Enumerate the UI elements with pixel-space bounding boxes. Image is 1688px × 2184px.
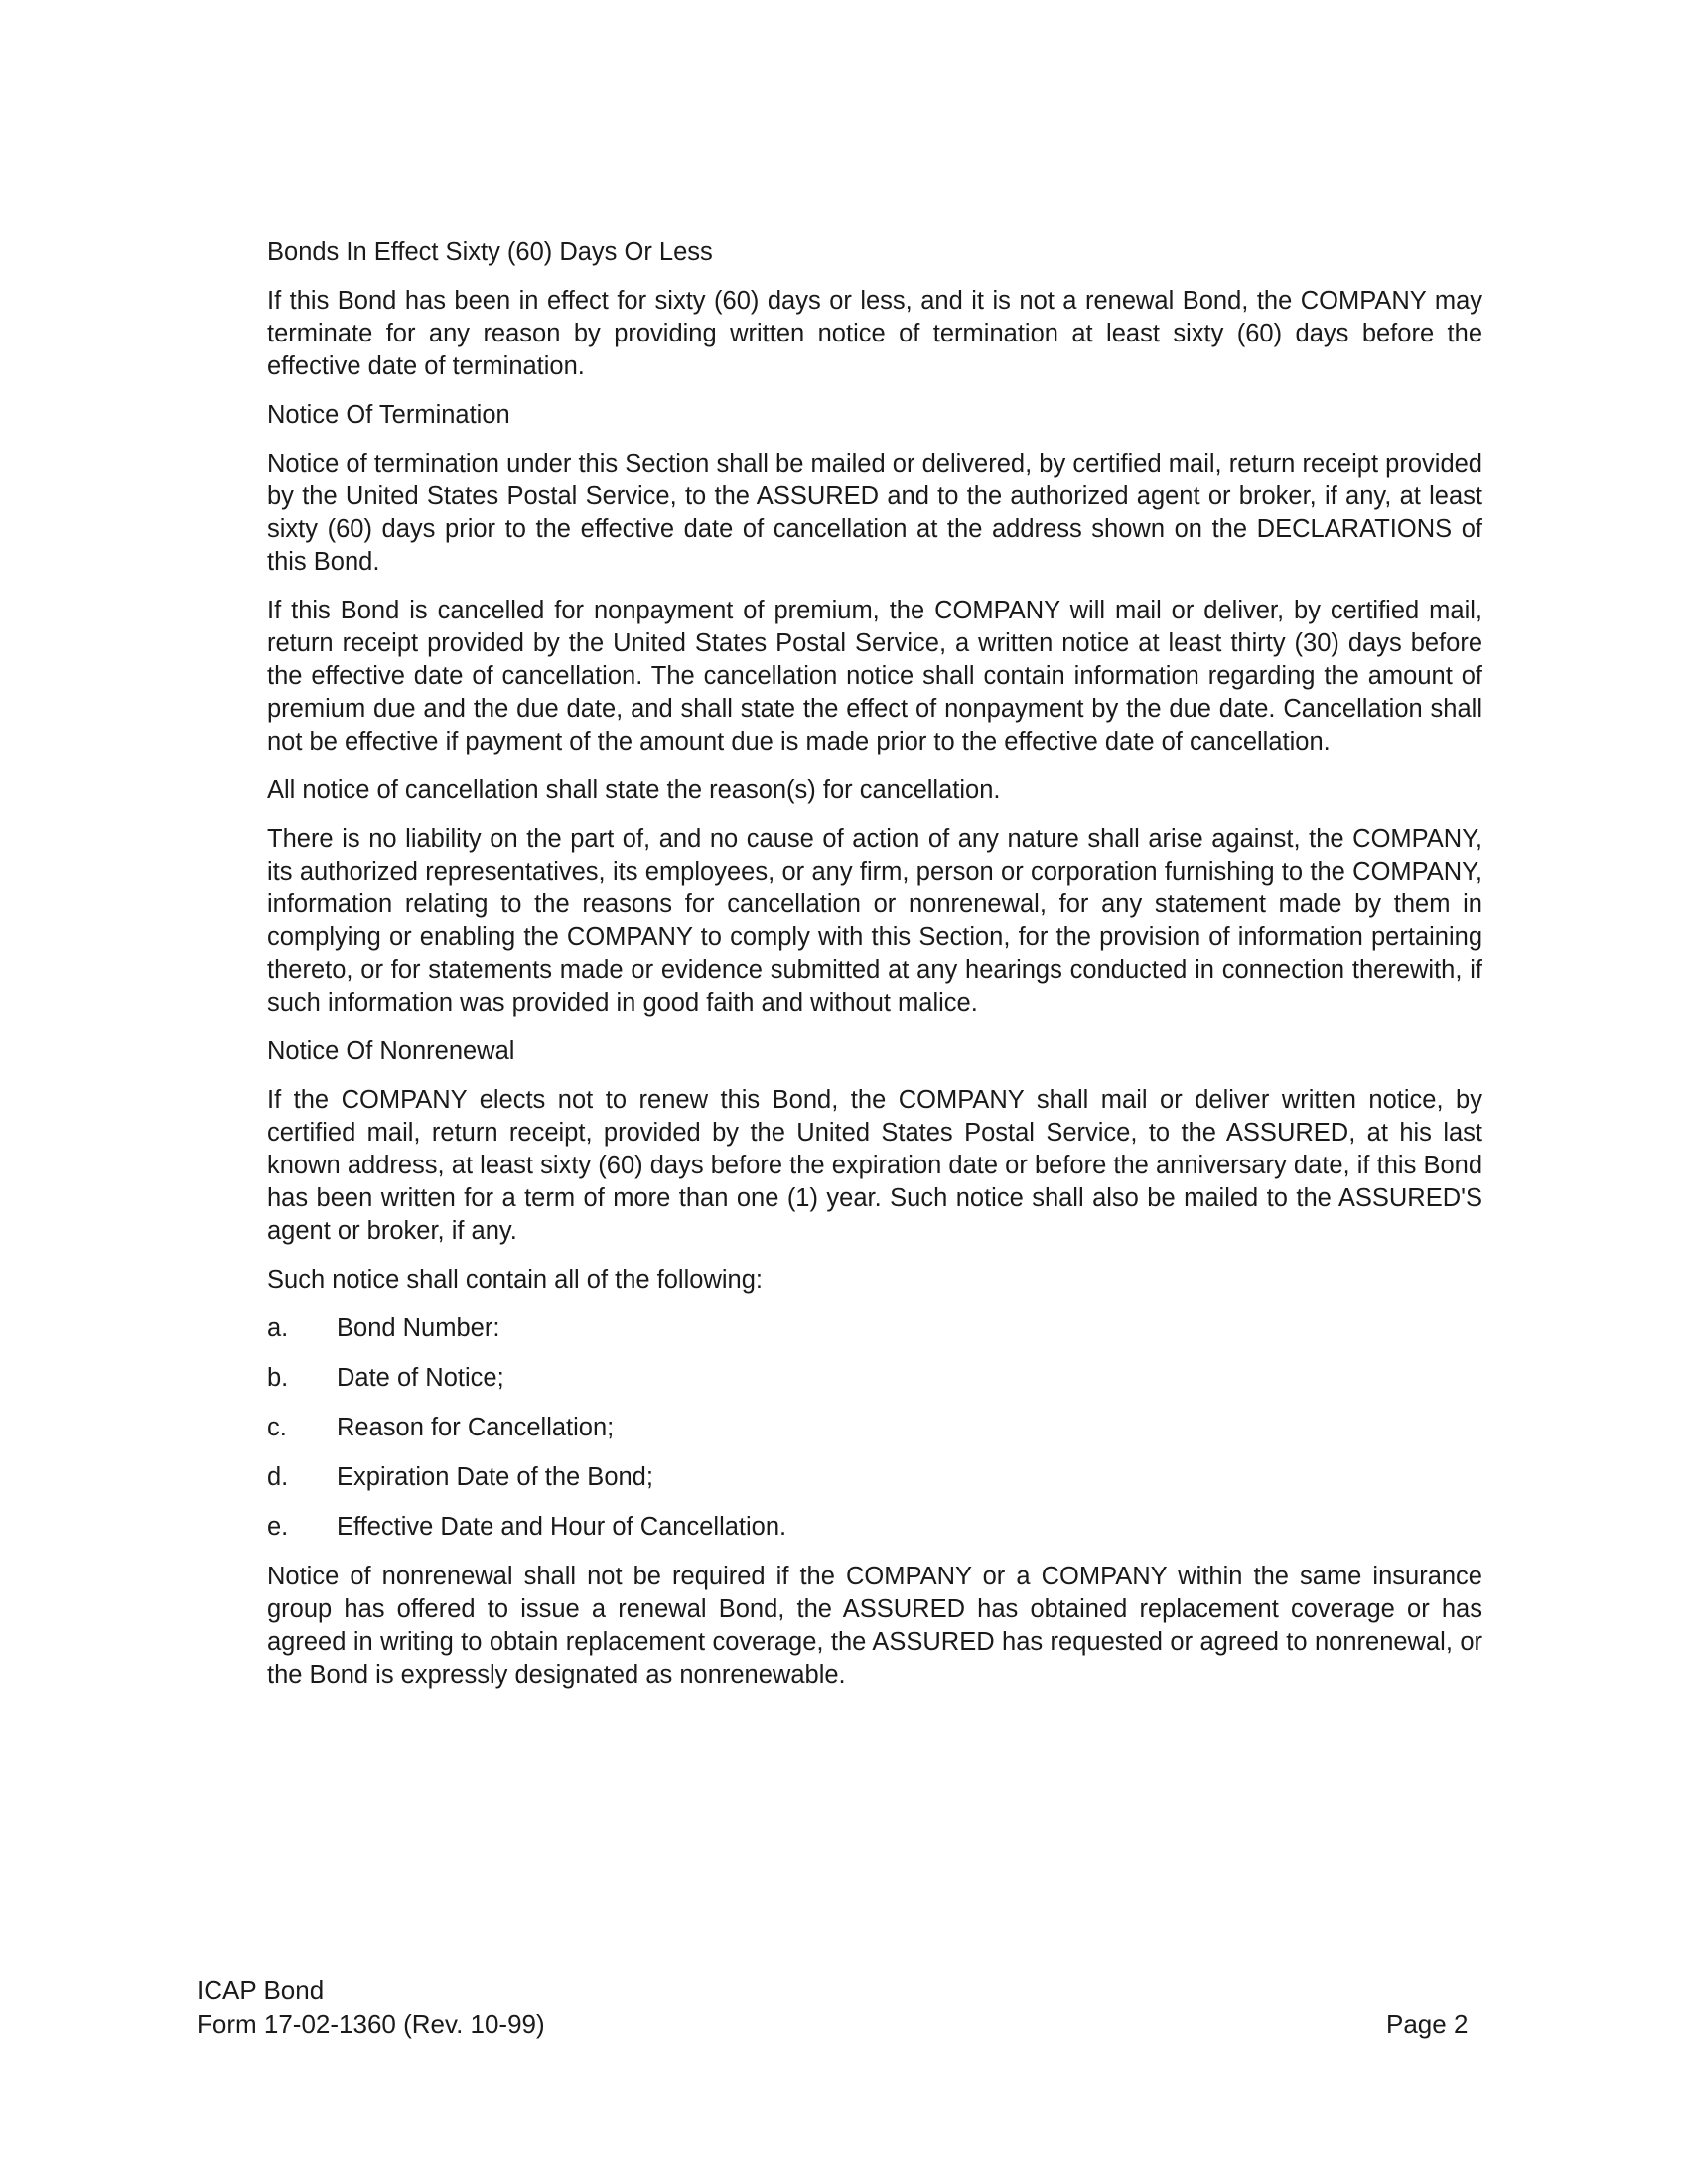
list-text: Effective Date and Hour of Cancellation.	[337, 1513, 787, 1541]
list-item	[267, 1412, 1482, 1444]
list-text: Expiration Date of the Bond;	[337, 1463, 653, 1491]
list-text: Date of Notice;	[337, 1364, 504, 1392]
paragraph: Such notice shall contain all of the following:	[267, 1266, 763, 1294]
paragraph: If the COMPANY elects not to renew this Bond, the COMPANY shall mail or deliver written notice, by certified mail, return receipt, provided by the United States Postal Service, to the ASSURED, at his last known address, at least sixty (60) days before the expiration date or before the anniversary date, if this Bond has been written for a term of more than one (1) year. Such notice shall also be mailed to the ASSURED'S agent or broker, if any.	[267, 1086, 1482, 1245]
list-letter: d.	[267, 1463, 289, 1491]
list-text: Bond Number:	[337, 1314, 500, 1342]
footer-form-info	[197, 1974, 545, 2041]
paragraph: If this Bond has been in effect for sixty (60) days or less, and it is not a renewal Bond, the COMPANY may terminate for any reason by providing written notice of termination at least sixty (60) days before the effective date of termination.	[267, 287, 1482, 380]
list-text: Reason for Cancellation;	[337, 1414, 615, 1441]
list-letter: c.	[267, 1414, 287, 1441]
list-item	[267, 1511, 1482, 1544]
document-body	[267, 236, 1482, 1707]
footer-form-name: ICAP Bond	[197, 1976, 325, 2005]
paragraph: Notice of nonrenewal shall not be required if the COMPANY or a COMPANY within the same insurance group has offered to issue a renewal Bond, the ASSURED has obtained replacement coverage or has agreed in writing to obtain replacement coverage, the ASSURED has requested or agreed to nonrenewal, or the Bond is expressly designated as nonrenewable.	[267, 1563, 1482, 1689]
notice-contents-list	[267, 1312, 1482, 1544]
list-item	[267, 1461, 1482, 1494]
paragraph: There is no liability on the part of, and no cause of action of any nature shall arise against, the COMPANY, its authorized representatives, its employees, or any firm, person or corporation furnishing to the COMPANY, information relating to the reasons for cancellation or nonrenewal, for any statement made by them in complying or enabling the COMPANY to comply with this Section, for the provision of information pertaining thereto, or for statements made or evidence submitted at any hearings conducted in connection therewith, if such information was provided in good faith and without malice.	[267, 825, 1482, 1017]
paragraph: All notice of cancellation shall state the reason(s) for cancellation.	[267, 776, 1001, 804]
list-item	[267, 1312, 1482, 1345]
paragraph: If this Bond is cancelled for nonpayment of premium, the COMPANY will mail or deliver, by certified mail, return receipt provided by the United States Postal Service, a written notice at least thirty (30) days before the effective date of cancellation. The cancellation notice shall contain information regarding the amount of premium due and the due date, and shall state the effect of nonpayment by the due date. Cancellation shall not be effective if payment of the amount due is made prior to the effective date of cancellation.	[267, 597, 1482, 755]
section-heading-notice-of-nonrenewal: Notice Of Nonrenewal	[267, 1037, 515, 1065]
footer-form-number: Form 17-02-1360 (Rev. 10-99)	[197, 2009, 545, 2039]
section-heading-notice-of-termination: Notice Of Termination	[267, 401, 510, 429]
paragraph: Notice of termination under this Section shall be mailed or delivered, by certified mail, return receipt provided by the United States Postal Service, to the ASSURED and to the authorized agent or broker, if any, at least sixty (60) days prior to the effective date of cancellation at the address shown on the DECLARATIONS of this Bond.	[267, 450, 1482, 576]
page-number: Page 2	[1386, 2009, 1469, 2039]
list-letter: e.	[267, 1513, 289, 1541]
list-item	[267, 1362, 1482, 1395]
section-heading-bonds-in-effect: Bonds In Effect Sixty (60) Days Or Less	[267, 238, 713, 266]
list-letter: a.	[267, 1314, 289, 1342]
list-letter: b.	[267, 1364, 289, 1392]
